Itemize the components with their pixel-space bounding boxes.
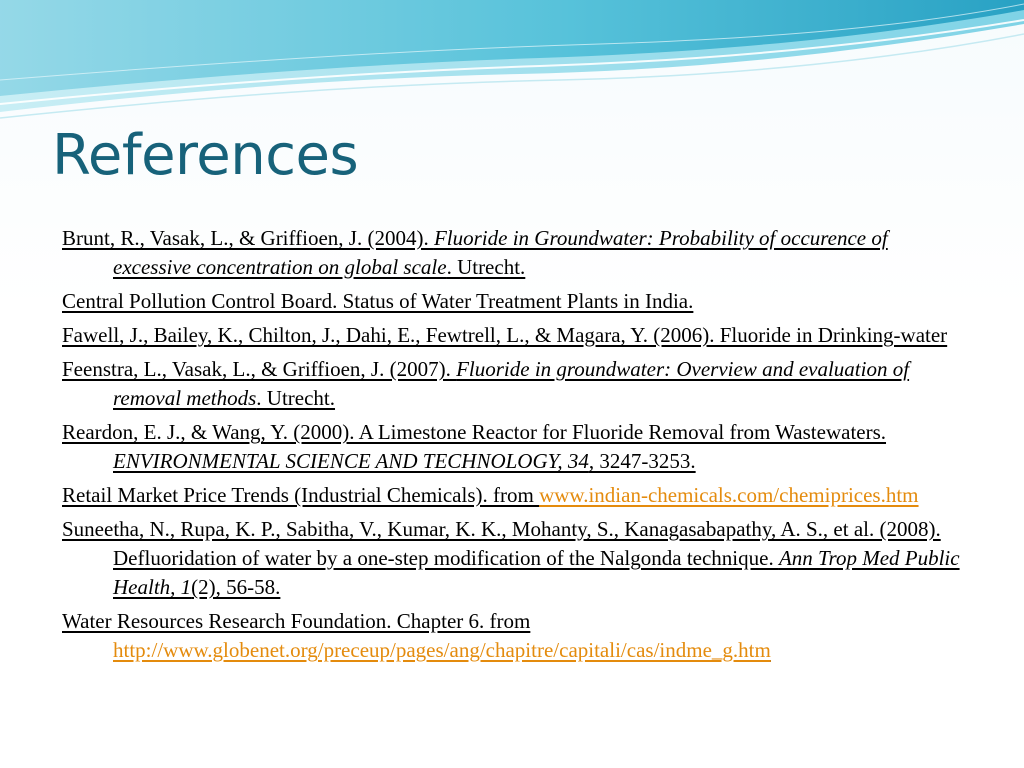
reference-item: Water Resources Research Foundation. Chapter 6. from http://www.globenet.org/preceup/pages/ang/chapitre/capitali/cas/indme_g.htm	[62, 609, 771, 662]
reference-item: Feenstra, L., Vasak, L., & Griffioen, J. (2007). Fluoride in groundwater: Overview and evaluation of removal methods. Utrecht.	[62, 357, 910, 410]
reference-item: Suneetha, N., Rupa, K. P., Sabitha, V., Kumar, K. K., Mohanty, S., Kanagasabapathy, A. S., et al. (2008). Defluoridation of water by a one-step modification of the Nalgonda technique. Ann Trop Med Public Health, 1(2), 56-58.	[62, 517, 960, 599]
page-title: References	[52, 123, 359, 188]
reference-list	[62, 224, 962, 670]
reference-item: Retail Market Price Trends (Industrial Chemicals). from www.indian-chemicals.com/chemiprices.htm	[62, 483, 919, 507]
reference-item: Fawell, J., Bailey, K., Chilton, J., Dahi, E., Fewtrell, L., & Magara, Y. (2006). Fluoride in Drinking-water	[62, 323, 948, 347]
reference-item: Brunt, R., Vasak, L., & Griffioen, J. (2004). Fluoride in Groundwater: Probability of occurence of excessive concentration on global scale. Utrecht.	[62, 226, 888, 279]
reference-link[interactable]: http://www.globenet.org/preceup/pages/ang/chapitre/capitali/cas/indme_g.htm	[113, 638, 771, 662]
reference-item: Reardon, E. J., & Wang, Y. (2000). A Limestone Reactor for Fluoride Removal from Wastewaters. ENVIRONMENTAL SCIENCE AND TECHNOLOGY, 34, 3247-3253.	[62, 420, 887, 473]
reference-link[interactable]: www.indian-chemicals.com/chemiprices.htm	[539, 483, 919, 507]
wave-header-decoration	[0, 0, 1024, 130]
reference-item: Central Pollution Control Board. Status of Water Treatment Plants in India.	[62, 289, 694, 313]
